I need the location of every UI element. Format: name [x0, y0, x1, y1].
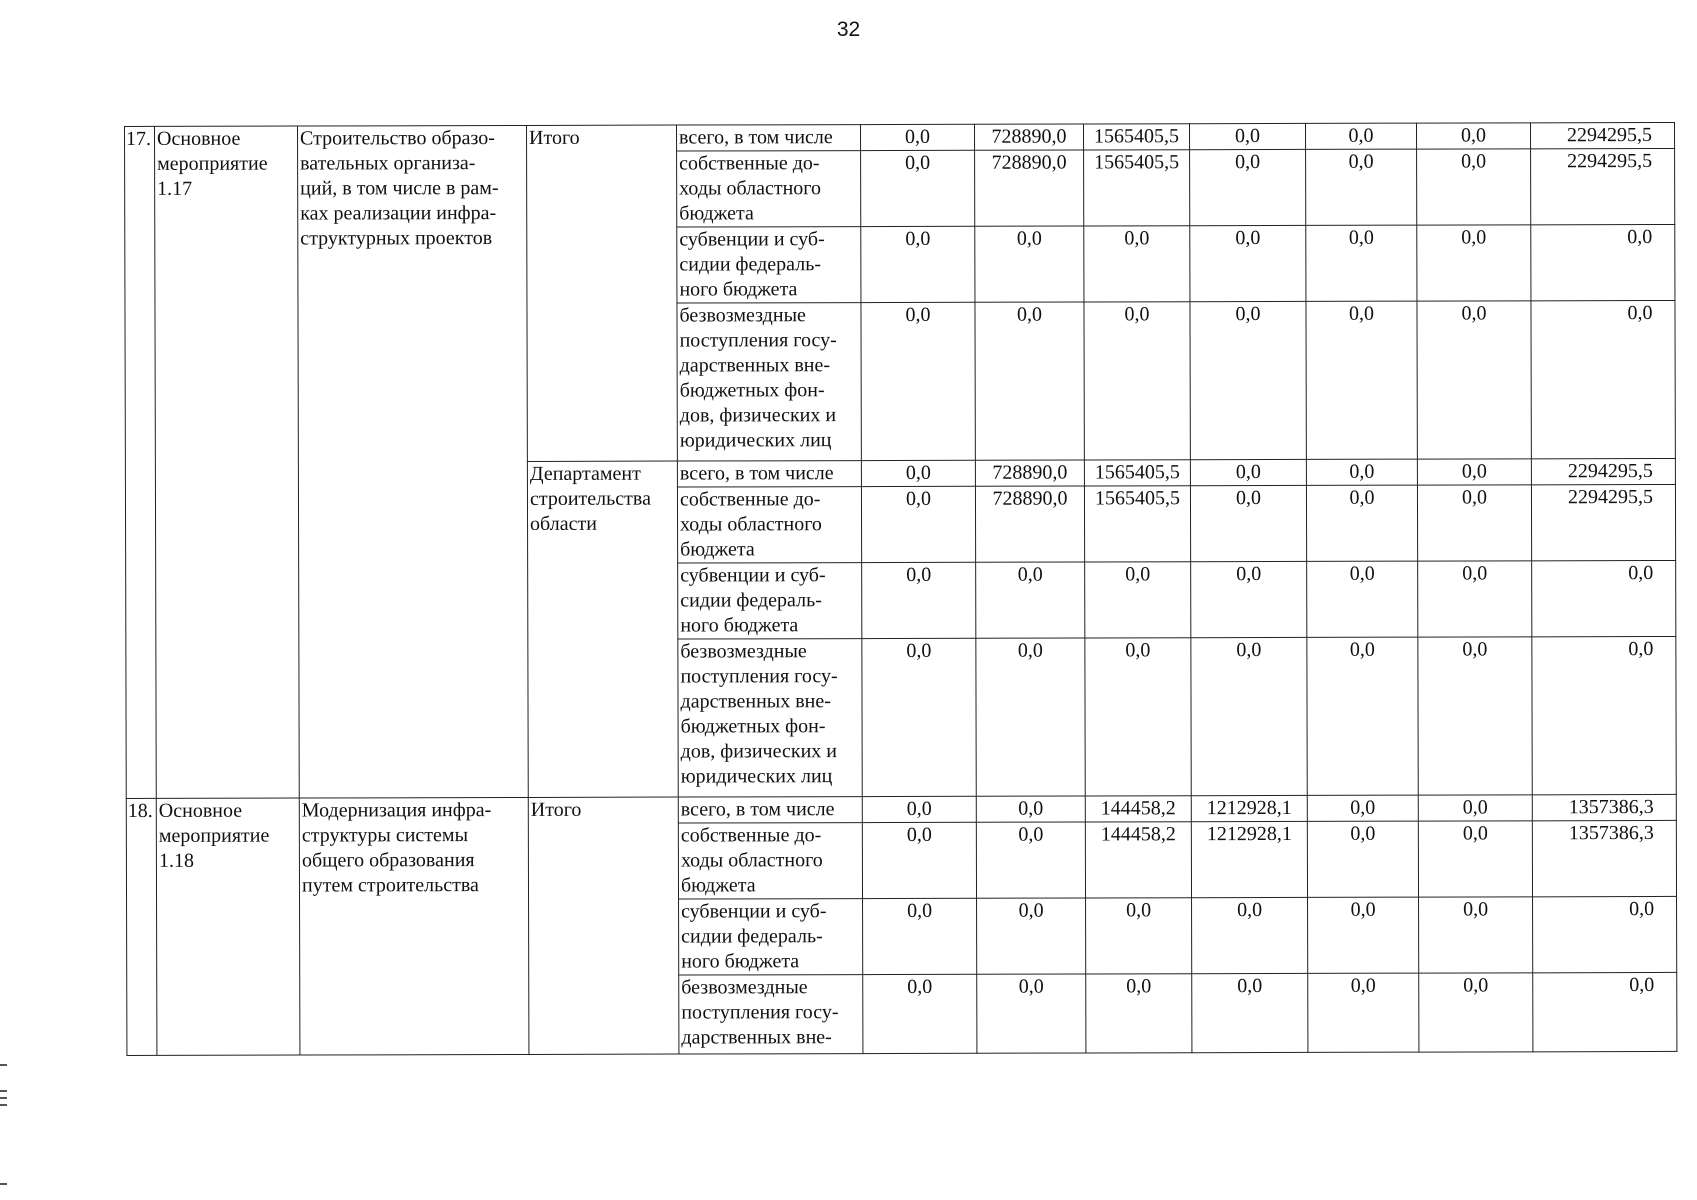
value-cell: 0,0 — [1189, 123, 1305, 149]
total-value-cell: 0,0 — [1532, 636, 1676, 794]
value-cell: 0,0 — [977, 898, 1086, 974]
description-cell: Модернизация инфра- структуры системы общего образования путем строительства — [299, 797, 529, 1055]
value-cell: 144458,2 — [1085, 822, 1191, 898]
value-cell: 1565405,5 — [1084, 486, 1190, 562]
funding-source-cell: собственные до- ходы областного бюджета — [677, 151, 861, 227]
funding-source-cell: собственные до- ходы областного бюджета — [677, 487, 861, 563]
total-value-cell: 2294295,5 — [1530, 122, 1674, 148]
value-cell: 0,0 — [1306, 485, 1417, 561]
margin-mark — [0, 1090, 7, 1092]
value-cell: 0,0 — [1190, 149, 1306, 225]
total-value-cell: 1357386,3 — [1532, 820, 1676, 896]
page-number: 32 — [836, 18, 861, 41]
executor-cell: Департамент строительства области — [527, 461, 678, 797]
funding-source-cell: всего, в том числе — [677, 461, 861, 487]
funding-source-cell: безвозмездные поступления госу- дарственных вне- — [679, 975, 863, 1054]
value-cell: 0,0 — [1307, 561, 1418, 637]
value-cell: 0,0 — [976, 638, 1085, 796]
value-cell: 0,0 — [862, 638, 976, 796]
value-cell: 1212928,1 — [1191, 821, 1307, 897]
total-value-cell: 0,0 — [1533, 896, 1677, 972]
value-cell: 0,0 — [1307, 795, 1418, 821]
value-cell: 0,0 — [1307, 821, 1418, 897]
margin-mark — [0, 1183, 7, 1185]
value-cell: 0,0 — [860, 124, 974, 150]
value-cell: 0,0 — [1190, 459, 1306, 485]
value-cell: 0,0 — [1085, 638, 1191, 796]
funding-source-cell: субвенции и суб- сидии федераль- ного бюджета — [678, 563, 862, 639]
value-cell: 0,0 — [976, 796, 1085, 822]
total-value-cell: 1357386,3 — [1532, 794, 1676, 820]
value-cell: 0,0 — [861, 226, 975, 302]
funding-source-cell: безвозмездные поступления госу- дарственных вне- бюджетных фон- дов, физических и юридических лиц — [677, 303, 861, 461]
value-cell: 144458,2 — [1085, 796, 1191, 822]
executor-cell: Итого — [528, 797, 679, 1054]
funding-source-cell: субвенции и суб- сидии федераль- ного бюджета — [677, 227, 861, 303]
value-cell: 0,0 — [1417, 459, 1531, 485]
table-row — [126, 794, 1676, 824]
value-cell: 728890,0 — [975, 150, 1084, 226]
value-cell: 0,0 — [977, 974, 1086, 1053]
value-cell: 728890,0 — [975, 486, 1084, 562]
value-cell: 0,0 — [975, 226, 1084, 302]
value-cell: 1565405,5 — [1084, 460, 1190, 486]
value-cell: 0,0 — [863, 974, 977, 1053]
value-cell: 0,0 — [1417, 149, 1531, 225]
value-cell: 0,0 — [1306, 459, 1417, 485]
total-value-cell: 0,0 — [1531, 224, 1675, 300]
total-value-cell: 0,0 — [1533, 972, 1677, 1051]
value-cell: 0,0 — [1418, 637, 1532, 795]
funding-source-cell: субвенции и суб- сидии федераль- ного бюджета — [679, 899, 863, 975]
executor-cell: Итого — [526, 125, 677, 461]
value-cell: 0,0 — [975, 302, 1084, 460]
value-cell: 0,0 — [862, 822, 976, 898]
value-cell: 0,0 — [1306, 225, 1417, 301]
value-cell: 0,0 — [1306, 301, 1417, 459]
funding-source-cell: всего, в том числе — [678, 797, 862, 823]
value-cell: 0,0 — [1305, 123, 1416, 149]
value-cell: 0,0 — [863, 898, 977, 974]
total-value-cell: 2294295,5 — [1531, 148, 1675, 224]
row-index: 17. — [125, 126, 157, 798]
value-cell: 0,0 — [976, 562, 1085, 638]
value-cell: 0,0 — [861, 150, 975, 226]
table-row — [125, 122, 1675, 152]
value-cell: 0,0 — [1307, 637, 1418, 795]
value-cell: 0,0 — [1417, 225, 1531, 301]
value-cell: 0,0 — [861, 460, 975, 486]
total-value-cell: 0,0 — [1531, 300, 1675, 458]
funding-table — [124, 122, 1677, 1056]
margin-mark — [0, 1064, 7, 1066]
value-cell: 0,0 — [1416, 123, 1530, 149]
value-cell: 0,0 — [1190, 485, 1306, 561]
value-cell: 0,0 — [1419, 973, 1533, 1052]
value-cell: 0,0 — [1084, 302, 1190, 460]
value-cell: 728890,0 — [974, 124, 1083, 150]
value-cell: 0,0 — [1417, 485, 1531, 561]
margin-mark — [0, 1097, 7, 1099]
value-cell: 1565405,5 — [1084, 150, 1190, 226]
total-value-cell: 2294295,5 — [1531, 458, 1675, 484]
value-cell: 0,0 — [1192, 897, 1308, 973]
value-cell: 0,0 — [1418, 821, 1532, 897]
total-value-cell: 2294295,5 — [1531, 484, 1675, 560]
funding-source-cell: всего, в том числе — [676, 125, 860, 151]
margin-mark — [0, 1104, 7, 1106]
value-cell: 0,0 — [976, 822, 1085, 898]
value-cell: 728890,0 — [975, 460, 1084, 486]
value-cell: 1565405,5 — [1083, 124, 1189, 150]
value-cell: 0,0 — [861, 486, 975, 562]
total-value-cell: 0,0 — [1532, 560, 1676, 636]
value-cell: 0,0 — [1418, 795, 1532, 821]
value-cell: 0,0 — [1190, 225, 1306, 301]
value-cell: 0,0 — [862, 796, 976, 822]
value-cell: 0,0 — [1418, 561, 1532, 637]
description-cell: Строительство образо- вательных организа- ций, в том числе в рам- ках реализации инфра- структурных проектов — [298, 125, 529, 798]
value-cell: 1212928,1 — [1191, 795, 1307, 821]
value-cell: 0,0 — [1192, 973, 1308, 1052]
value-cell: 0,0 — [1085, 562, 1191, 638]
value-cell: 0,0 — [1308, 973, 1419, 1052]
value-cell: 0,0 — [1191, 561, 1307, 637]
value-cell: 0,0 — [861, 302, 975, 460]
value-cell: 0,0 — [1190, 301, 1306, 459]
value-cell: 0,0 — [1086, 974, 1192, 1053]
value-cell: 0,0 — [862, 562, 976, 638]
value-cell: 0,0 — [1308, 897, 1419, 973]
value-cell: 0,0 — [1419, 897, 1533, 973]
measure-cell: Основное мероприятие 1.17 — [155, 126, 300, 798]
measure-cell: Основное мероприятие 1.18 — [156, 798, 300, 1055]
funding-source-cell: собственные до- ходы областного бюджета — [678, 823, 862, 899]
value-cell: 0,0 — [1417, 301, 1531, 459]
value-cell: 0,0 — [1191, 637, 1307, 795]
value-cell: 0,0 — [1084, 226, 1190, 302]
funding-source-cell: безвозмездные поступления госу- дарственных вне- бюджетных фон- дов, физических и юридических лиц — [678, 639, 862, 797]
value-cell: 0,0 — [1306, 149, 1417, 225]
value-cell: 0,0 — [1086, 898, 1192, 974]
row-index: 18. — [126, 798, 157, 1055]
